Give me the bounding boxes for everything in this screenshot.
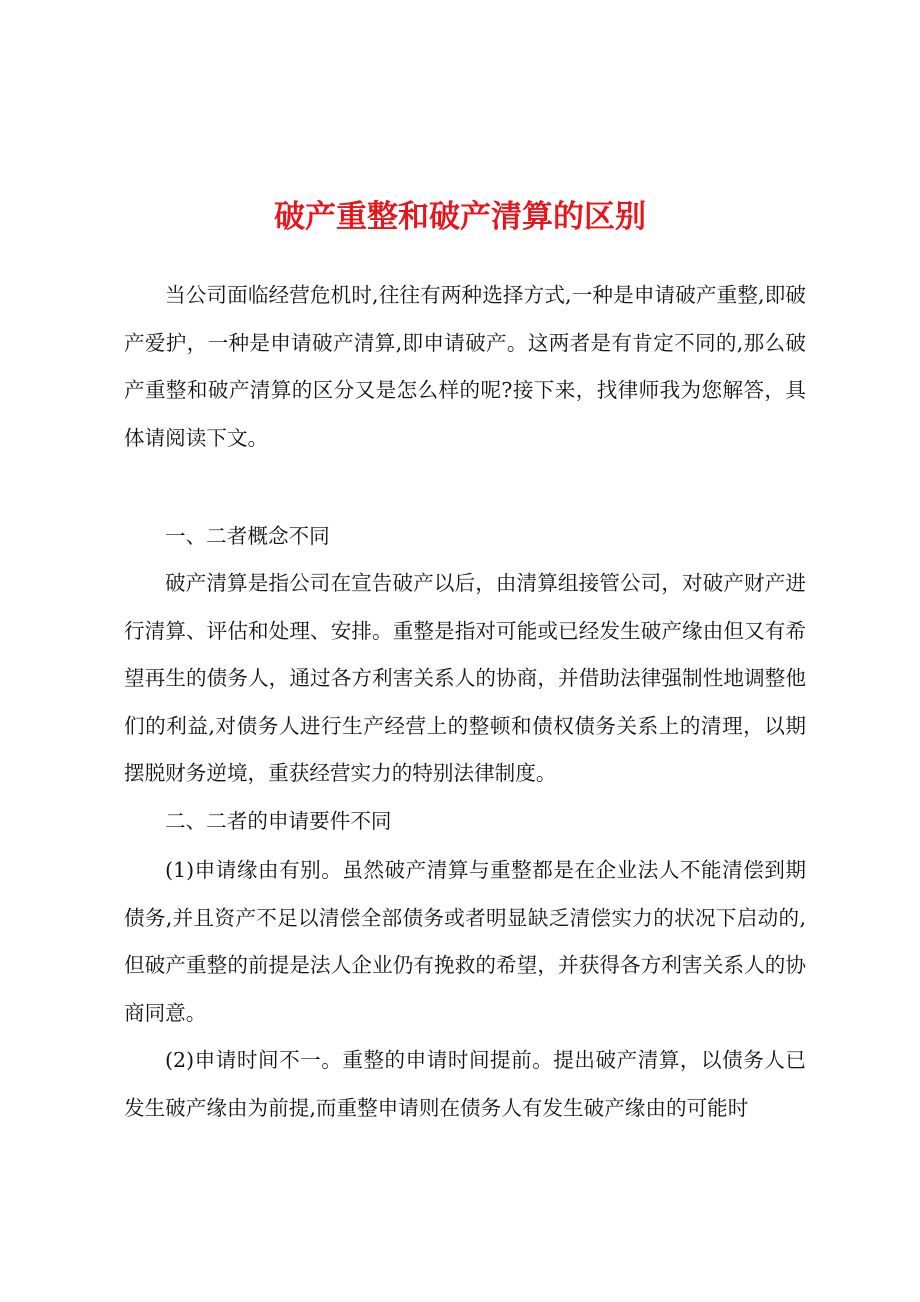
- section-2-item-2: (2)申请时间不一。重整的申请时间提前。提出破产清算，以债务人已发生破产缘由为前提,而重整申请则在债务人有发生破产缘由的可能时: [124, 1048, 806, 1120]
- section-1-heading: 一、二者概念不同: [165, 524, 330, 548]
- document-title: 破产重整和破产清算的区别: [274, 199, 646, 235]
- section-2-heading: 二、二者的申请要件不同: [165, 809, 392, 833]
- section-1-body: 破产清算是指公司在宣告破产以后，由清算组接管公司，对破产财产进行清算、评估和处理、安排。重整是指对可能或已经发生破产缘由但又有希望再生的债务人，通过各方利害关系人的协商，并借助法律强制性地调整他们的利益,对债务人进行生产经营上的整顿和债权债务关系上的清理，以期摆脱财务逆境，重获经营实力的特别法律制度。: [124, 571, 806, 785]
- section-2-item-1: (1)申请缘由有别。虽然破产清算与重整都是在企业法人不能清偿到期债务,并且资产不足以清偿全部债务或者明显缺乏清偿实力的状况下启动的,但破产重整的前提是法人企业仍有挽救的希望，并获得各方利害关系人的协商同意。: [124, 858, 806, 1025]
- intro-paragraph: 当公司面临经营危机时,往往有两种选择方式,一种是申请破产重整,即破产爱护，一种是申请破产清算,即申请破产。这两者是有肯定不同的,那么破产重整和破产清算的区分又是怎么样的呢?接下来，找律师我为您解答，具体请阅读下文。: [124, 283, 806, 450]
